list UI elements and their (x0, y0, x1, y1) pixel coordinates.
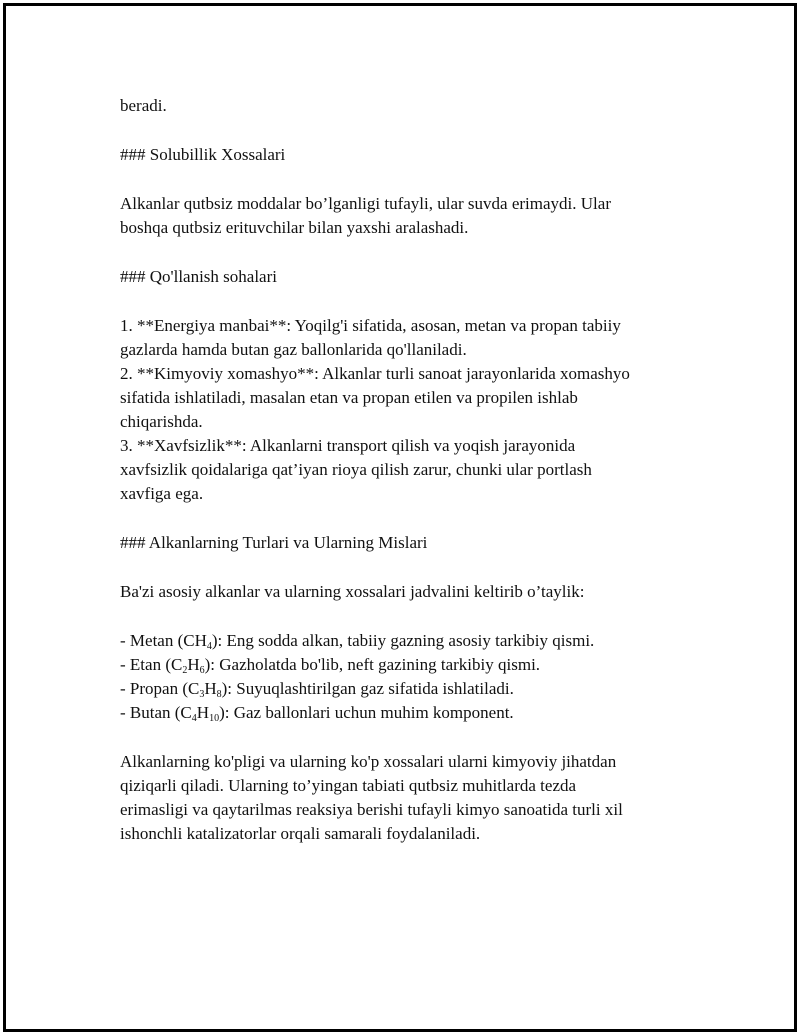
text-line: erimasligi va qaytarilmas reaksiya berishi tufayli kimyo sanoatida turli xil (120, 800, 623, 819)
paragraph (120, 580, 680, 604)
text-line: xavfiga ega. (120, 484, 204, 503)
text-line: ### Solubillik Xossalari (120, 145, 286, 164)
paragraph (120, 192, 680, 240)
paragraph (120, 143, 680, 167)
paragraph (120, 94, 680, 118)
text-line: - Metan $(CH_4)$: Eng sodda alkan, tabiiy gazning asosiy tarkibiy qismi. (120, 631, 595, 652)
text-line: qiziqarli qiladi. Ularning to’yingan tabiati qutbsiz muhitlarda tezda (120, 776, 577, 795)
paragraph (120, 314, 680, 506)
text-line: 3. **Xavfsizlik**: Alkanlarni transport qilish va yoqish jarayonida (120, 436, 576, 455)
text-line: Alkanlarning ko'pligi va ularning ko'p xossalari ularni kimyoviy jihatdan (120, 752, 617, 771)
text-line: chiqarishda. (120, 412, 203, 431)
text-line: 1. **Energiya manbai**: Yoqilg'i sifatida, asosan, metan va propan tabiiy (120, 316, 621, 335)
text-line: - Etan $(C_2H_6)$: Gazholatda bo'lib, neft gazining tarkibiy qismi. (120, 655, 541, 676)
page-frame (3, 3, 797, 1032)
text-line: ### Alkanlarning Turlari va Ularning Mislari (120, 533, 428, 552)
text-line: Alkanlar qutbsiz moddalar bo’lganligi tufayli, ular suvda erimaydi. Ular (120, 194, 611, 213)
paragraph (120, 629, 680, 725)
text-line: xavfsizlik qoidalariga qat’iyan rioya qilish zarur, chunki ular portlash (120, 460, 592, 479)
document-body (120, 94, 680, 871)
text-line: beradi. (120, 96, 167, 115)
text-line: ### Qo'llanish sohalari (120, 267, 277, 286)
text-line: 2. **Kimyoviy xomashyo**: Alkanlar turli sanoat jarayonlarida xomashyo (120, 364, 630, 383)
paragraph (120, 750, 680, 846)
text-line: boshqa qutbsiz erituvchilar bilan yaxshi aralashadi. (120, 218, 469, 237)
text-line: sifatida ishlatiladi, masalan etan va propan etilen va propilen ishlab (120, 388, 578, 407)
text-line: - Butan $(C_4H_{10})$: Gaz ballonlari uchun muhim komponent. (120, 703, 514, 724)
paragraph (120, 265, 680, 289)
text-line: - Propan $(C_3H_8)$: Suyuqlashtirilgan gaz sifatida ishlatiladi. (120, 679, 514, 700)
text-line: gazlarda hamda butan gaz ballonlarida qo'llaniladi. (120, 340, 467, 359)
paragraph (120, 531, 680, 555)
text-line: ishonchli katalizatorlar orqali samarali foydalaniladi. (120, 824, 481, 843)
text-line: Ba'zi asosiy alkanlar va ularning xossalari jadvalini keltirib o’taylik: (120, 582, 585, 601)
